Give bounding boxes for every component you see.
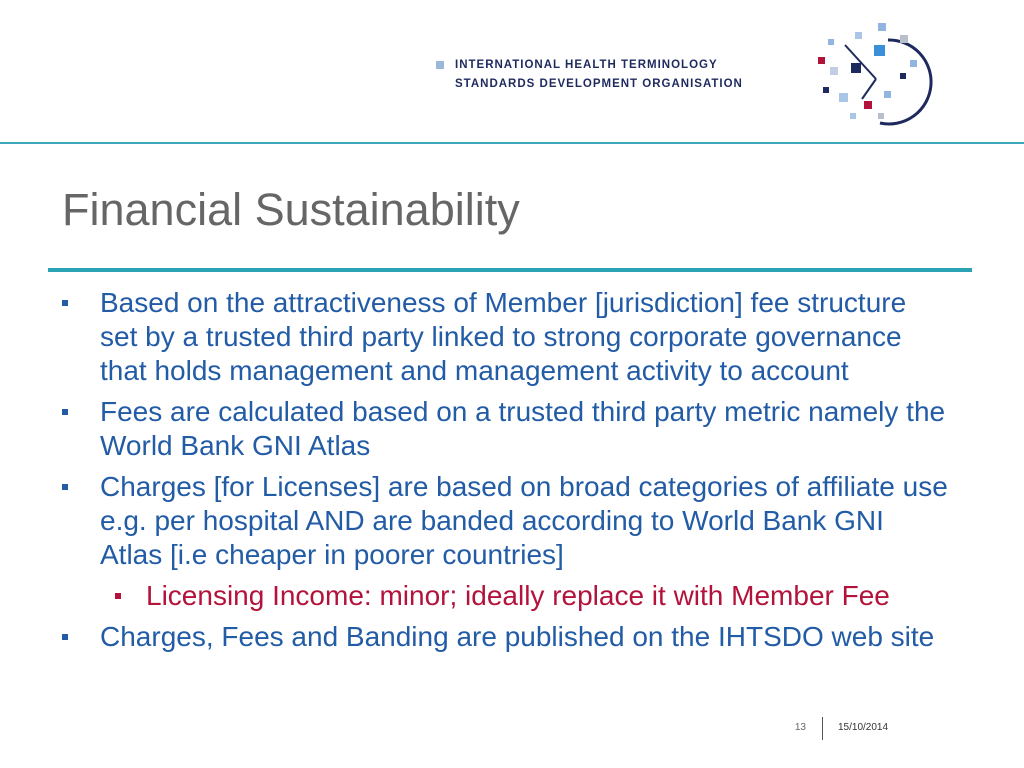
logo-square <box>910 60 917 67</box>
logo-hand <box>845 45 876 79</box>
bullet-list <box>0 286 1024 661</box>
bullet-item <box>0 286 1024 388</box>
logo-square <box>878 113 884 119</box>
square-bullet-icon <box>62 409 68 415</box>
bullet-text-line: that holds management and management activity to account <box>100 355 849 386</box>
footer-divider <box>822 717 823 740</box>
square-bullet-icon <box>115 593 121 599</box>
sub-bullet-text-line: Licensing Income: minor; ideally replace it with Member Fee <box>146 580 890 611</box>
bullet-text-line: Fees are calculated based on a trusted third party metric namely the <box>100 396 946 427</box>
logo-square <box>851 63 861 73</box>
header-divider <box>0 142 1024 144</box>
bullet-text-line: World Bank GNI Atlas <box>100 430 371 461</box>
slide-date: 15/10/2014 <box>838 722 889 733</box>
logo-square <box>900 35 908 43</box>
square-bullet-icon <box>62 484 68 490</box>
bullet-text-line: e.g. per hospital AND are banded according to World Bank GNI <box>100 505 884 536</box>
logo-square <box>855 32 862 39</box>
logo-square <box>830 67 838 75</box>
title-underline <box>48 268 972 272</box>
organisation-name-line-2: STANDARDS DEVELOPMENT ORGANISATION <box>455 78 743 90</box>
bullet-item <box>0 470 1024 572</box>
ihtsdo-logo-icon <box>800 15 950 135</box>
bullet-text-line: Charges [for Licenses] are based on broad categories of affiliate use <box>100 471 948 502</box>
bullet-text-line: Charges, Fees and Banding are published on the IHTSDO web site <box>100 621 935 652</box>
logo-square <box>884 91 891 98</box>
logo-square <box>900 73 906 79</box>
bullet-text-line: set by a trusted third party linked to strong corporate governance <box>100 321 902 352</box>
square-bullet-icon <box>436 61 444 69</box>
logo-square <box>823 87 829 93</box>
logo-arc <box>880 40 931 124</box>
square-bullet-icon <box>62 300 68 306</box>
logo-square <box>874 45 885 56</box>
bullet-text-line: Based on the attractiveness of Member [jurisdiction] fee structure <box>100 287 907 318</box>
bullet-item <box>0 620 1024 654</box>
logo-square <box>878 23 886 31</box>
logo-square <box>839 93 848 102</box>
logo-square <box>864 101 872 109</box>
sub-bullet-item <box>0 579 1024 613</box>
page-number: 13 <box>794 722 806 733</box>
bullet-item <box>0 395 1024 463</box>
logo-hand <box>862 79 876 99</box>
logo-square <box>850 113 856 119</box>
slide-title: Financial Sustainability <box>62 184 520 235</box>
organisation-name-line-1: INTERNATIONAL HEALTH TERMINOLOGY <box>455 59 718 71</box>
bullet-text-line: Atlas [i.e cheaper in poorer countries] <box>100 539 564 570</box>
logo-square <box>818 57 825 64</box>
organisation-name <box>455 56 743 94</box>
square-bullet-icon <box>62 634 68 640</box>
logo-square <box>828 39 834 45</box>
